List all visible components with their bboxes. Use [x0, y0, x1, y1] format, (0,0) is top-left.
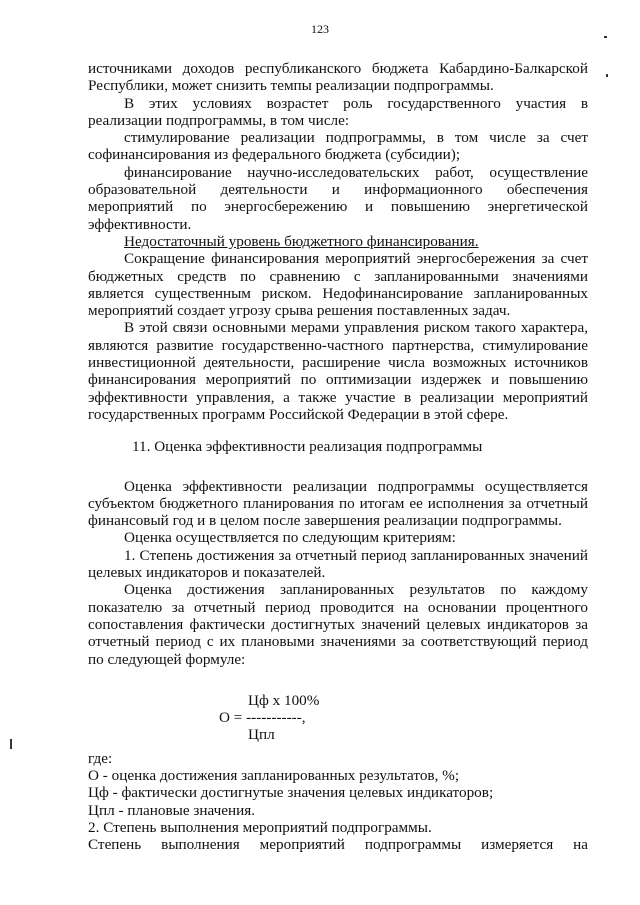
definitions-paragraphs — [88, 750, 588, 854]
scan-mark-left — [10, 739, 12, 749]
paragraph: 1. Степень достижения за отчетный период запланированных значений целевых индикаторов и показателей. — [88, 546, 588, 582]
formula-denominator: Цпл — [248, 725, 275, 743]
risk-heading: Недостаточный уровень бюджетного финансирования. — [124, 232, 479, 250]
section-heading: 11. Оценка эффективности реализация подпрограммы — [132, 438, 483, 456]
paragraph: 2. Степень выполнения мероприятий подпрограммы. — [88, 818, 432, 836]
paragraph: Цф - фактически достигнутые значения целевых индикаторов; — [88, 784, 494, 802]
scan-mark-right — [606, 74, 608, 77]
document-body — [88, 60, 588, 854]
paragraph: финансирование научно-исследовательских работ, осуществление образовательной деятельности и информационного обеспечения мероприятий по энергосбережению и повышению энергетической эффективности. — [88, 163, 588, 233]
paragraph: где: — [88, 749, 113, 767]
paragraph: Оценка осуществляется по следующим критериям: — [124, 529, 456, 547]
paragraph: Сокращение финансирования мероприятий энергосбережения за счет бюджетных средств по сравнению с запланированными значениями является существенным риском. Недофинансирование запланированных мероприятий создает угрозу срыва решения поставленных задач. — [88, 250, 588, 320]
paragraph: В этой связи основными мерами управления риском такого характера, являются развитие государственно-частного партнерства, стимулирование инвестиционной деятельности, расширение числа возможных источников финансирования мероприятий по оптимизации издержек и повышению эффективности управления, а также участие в реализации мероприятий государственных программ Российской Федерации в этой сфере. — [88, 319, 588, 423]
risk-paragraphs — [88, 250, 588, 423]
paragraph: стимулирование реализации подпрограммы, в том числе за счет софинансирования из федерального бюджета (субсидии); — [88, 129, 588, 164]
paragraph: источниками доходов республиканского бюджета Кабардино-Балкарской Республики, может снизить темпы реализации подпрограммы. — [88, 60, 588, 95]
paragraph: Степень выполнения мероприятий подпрограммы измеряется на — [88, 836, 588, 854]
paragraph: О - оценка достижения запланированных результатов, %; — [88, 767, 460, 785]
paragraph: В этих условиях возрастет роль государственного участия в реализации подпрограммы, в том числе: — [88, 94, 588, 129]
page-number: 123 — [311, 22, 329, 36]
paragraph: Цпл - плановые значения. — [88, 801, 256, 819]
intro-paragraphs — [88, 60, 588, 233]
paragraph: Оценка эффективности реализации подпрограммы осуществляется субъектом бюджетного планирования по итогам ее исполнения за отчетный финансовый год и в целом после завершения реализации подпрограммы. — [88, 477, 588, 530]
scan-mark-top-right — [604, 36, 607, 38]
section-paragraphs — [88, 478, 588, 668]
formula — [88, 678, 588, 744]
formula-numerator: Цф х 100% — [248, 691, 320, 709]
paragraph: Оценка достижения запланированных результатов по каждому показателю за отчетный период проводится на основании процентного сопоставления фактически достигнутых значений целевых индикаторов за отчетный период с их плановыми значениями за соответствующий период по следующей формуле: — [88, 581, 588, 668]
formula-lhs: О = -----------, — [219, 708, 306, 726]
